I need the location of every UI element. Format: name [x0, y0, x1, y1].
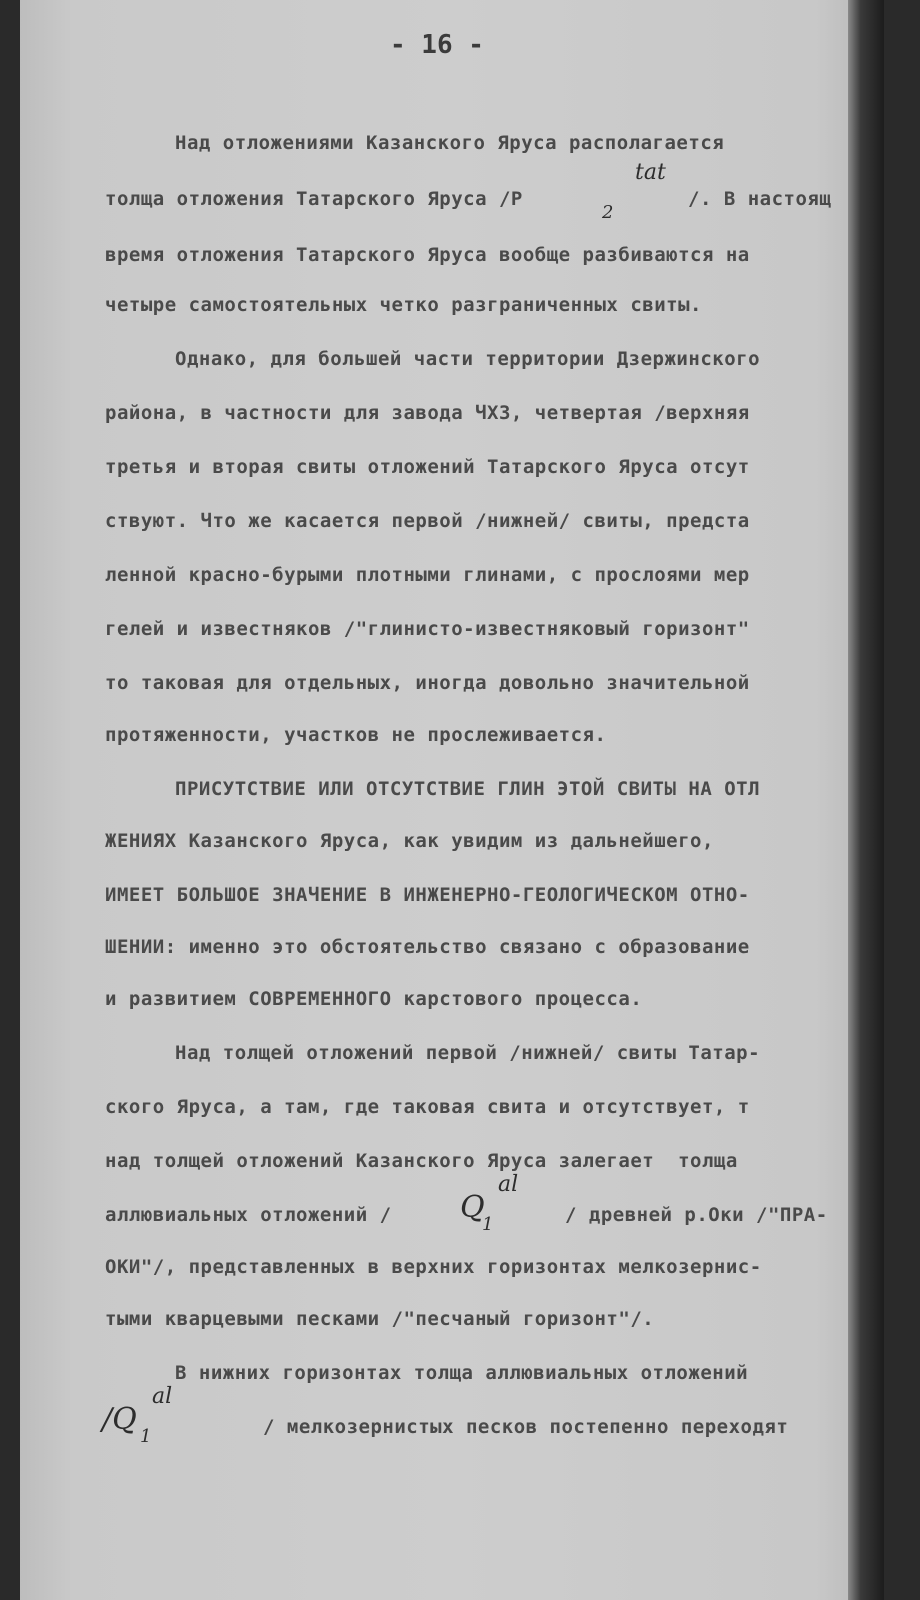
- text-line: тыми кварцевыми песками /"песчаный горизонт"/.: [105, 1308, 655, 1330]
- handwritten-superscript: tat: [635, 160, 666, 185]
- text-line: и развитием СОВРЕМЕННОГО карстового процесса.: [105, 988, 643, 1010]
- text-line: Над толщей отложений первой /нижней/ свиты Татар-: [175, 1042, 761, 1064]
- handwritten-formula: Q: [460, 1190, 485, 1225]
- text-line: гелей и известняков /"глинисто-известняковый горизонт": [105, 618, 750, 640]
- handwritten-superscript: al: [152, 1384, 173, 1409]
- text-line: время отложения Татарского Яруса вообще разбиваются на: [105, 244, 750, 266]
- text-line: / мелкозернистых песков постепенно переходят: [263, 1416, 789, 1438]
- text-line: четыре самостоятельных четко разграниченных свиты.: [105, 294, 702, 316]
- page-number: - 16 -: [390, 30, 484, 60]
- text-line: ского Яруса, а там, где таковая свита и отсутствует, т: [105, 1096, 750, 1118]
- text-line: Однако, для большей части территории Дзержинского: [175, 348, 761, 370]
- handwritten-subscript: 1: [482, 1214, 494, 1235]
- text-line: ПРИСУТСТВИЕ ИЛИ ОТСУТСТВИЕ ГЛИН ЭТОЙ СВИТЫ НА ОТЛ: [175, 778, 761, 800]
- text-line: ОКИ"/, представленных в верхних горизонтах мелкозернис-: [105, 1256, 762, 1278]
- page-edge-shadow: [848, 0, 884, 1600]
- text-line: третья и вторая свиты отложений Татарского Яруса отсут: [105, 456, 750, 478]
- handwritten-subscript: 2: [602, 202, 614, 223]
- text-line: ЖЕНИЯХ Казанского Яруса, как увидим из дальнейшего,: [105, 830, 714, 852]
- text-line: / древней р.Оки /"ПРА-: [565, 1204, 828, 1226]
- text-line: протяженности, участков не прослеживается.: [105, 724, 607, 746]
- document-page: [20, 0, 884, 1600]
- text-line: /. В настоящ: [688, 188, 832, 210]
- handwritten-superscript: al: [498, 1172, 519, 1197]
- text-line: над толщей отложений Казанского Яруса залегает толща: [105, 1150, 738, 1172]
- handwritten-formula: /Q: [102, 1402, 137, 1437]
- text-line: ленной красно-бурыми плотными глинами, с прослоями мер: [105, 564, 750, 586]
- text-line: В нижних горизонтах толща аллювиальных отложений: [175, 1362, 749, 1384]
- text-line: района, в частности для завода ЧХЗ, четвертая /верхняя: [105, 402, 750, 424]
- text-line: ствуют. Что же касается первой /нижней/ свиты, предста: [105, 510, 750, 532]
- text-line: ШЕНИИ: именно это обстоятельство связано с образование: [105, 936, 750, 958]
- handwritten-subscript: 1: [140, 1426, 152, 1447]
- text-line: ИМЕЕТ БОЛЬШОЕ ЗНАЧЕНИЕ В ИНЖЕНЕРНО-ГЕОЛОГИЧЕСКОМ ОТНО-: [105, 884, 750, 906]
- text-line: толща отложения Татарского Яруса /Р: [105, 188, 523, 210]
- text-line: Над отложениями Казанского Яруса располагается: [175, 132, 725, 154]
- text-line: аллювиальных отложений /: [105, 1204, 392, 1226]
- text-line: то таковая для отдельных, иногда довольно значительной: [105, 672, 750, 694]
